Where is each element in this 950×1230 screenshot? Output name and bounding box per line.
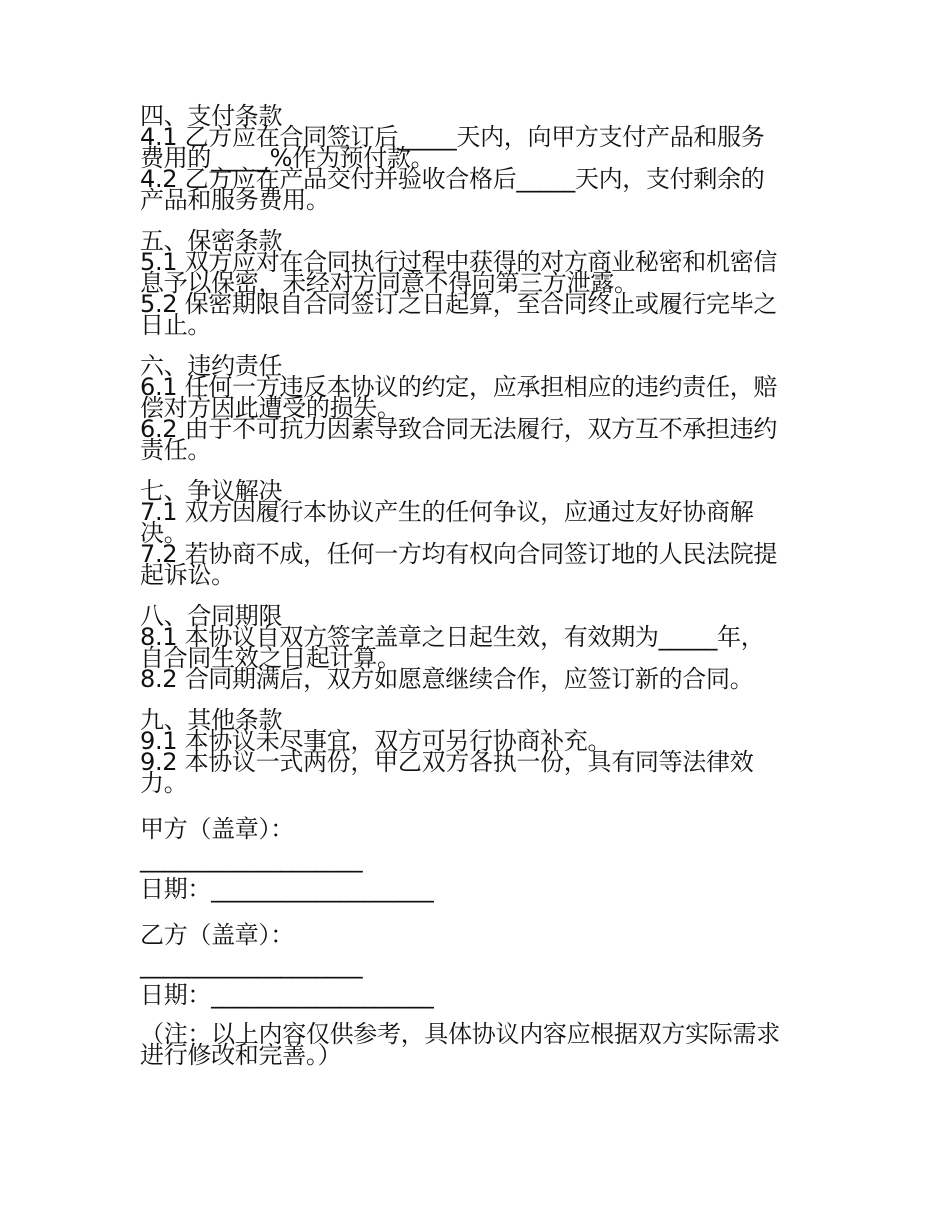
- party-a-seal-label: 甲方（盖章）：: [140, 815, 294, 843]
- clause-line: 9.1 本协议未尽事宜，双方可另行协商补充。: [140, 727, 612, 755]
- section-heading: 九、其他条款: [140, 706, 283, 734]
- clause-line: 息予以保密，未经对方同意不得向第三方泄露。: [140, 269, 638, 297]
- signature-party-b: [140, 920, 820, 1010]
- clause-line: 8.2 合同期满后，双方如愿意继续合作，应签订新的合同。: [140, 665, 754, 693]
- clause-line: 9.2 本协议一式两份，甲乙双方各执一份，具有同等法律效: [140, 748, 754, 776]
- clause-line: 力。: [140, 769, 188, 797]
- clause-line: 5.2 保密期限自合同签订之日起算，至合同终止或履行完毕之: [140, 290, 778, 318]
- clause-line: 费用的_____%作为预付款。: [140, 144, 435, 172]
- clause-line: 起诉讼。: [140, 561, 235, 589]
- section-term: [140, 602, 820, 693]
- section-heading: 七、争议解决: [140, 477, 283, 505]
- clause-line: 责任。: [140, 436, 212, 464]
- disclaimer-note: [140, 1020, 820, 1069]
- section-other: [140, 706, 820, 797]
- clause-line: 7.1 双方因履行本协议产生的任何争议，应通过友好协商解: [140, 498, 754, 526]
- section-heading: 八、合同期限: [140, 602, 283, 630]
- section-heading: 四、支付条款: [140, 102, 283, 130]
- clause-line: 4.2 乙方应在产品交付并验收合格后_____天内，支付剩余的: [140, 165, 765, 193]
- document-page: [140, 102, 820, 1069]
- clause-line: 决。: [140, 519, 188, 547]
- clause-line: 6.1 任何一方违反本协议的约定，应承担相应的违约责任，赔: [140, 373, 778, 401]
- section-confidentiality: [140, 227, 820, 339]
- party-b-date-line: 日期：___________________: [140, 981, 434, 1009]
- section-dispute: [140, 477, 820, 589]
- section-payment: [140, 102, 820, 214]
- clause-line: 偿对方因此遭受的损失。: [140, 394, 401, 422]
- clause-line: 日止。: [140, 311, 212, 339]
- section-heading: 六、违约责任: [140, 352, 283, 380]
- signature-party-a: [140, 814, 820, 904]
- note-line: （注：以上内容仅供参考，具体协议内容应根据双方实际需求: [140, 1020, 780, 1048]
- party-a-date-line: 日期：___________________: [140, 875, 434, 903]
- section-heading: 五、保密条款: [140, 227, 283, 255]
- clause-line: 5.1 双方应对在合同执行过程中获得的对方商业秘密和机密信: [140, 248, 778, 276]
- party-b-signature-blank: ___________________: [140, 951, 363, 979]
- clause-line: 产品和服务费用。: [140, 186, 330, 214]
- clause-line: 8.1 本协议自双方签字盖章之日起生效，有效期为_____年，: [140, 623, 765, 651]
- clause-line: 6.2 由于不可抗力因素导致合同无法履行，双方互不承担违约: [140, 415, 778, 443]
- note-line: 进行修改和完善。）: [140, 1041, 342, 1069]
- party-b-seal-label: 乙方（盖章）：: [140, 921, 294, 949]
- party-a-signature-blank: ___________________: [140, 845, 363, 873]
- section-liability: [140, 352, 820, 464]
- clause-line: 7.2 若协商不成，任何一方均有权向合同签订地的人民法院提: [140, 540, 778, 568]
- clause-line: 4.1 乙方应在合同签订后_____天内，向甲方支付产品和服务: [140, 123, 765, 151]
- clause-line: 自合同生效之日起计算。: [140, 644, 401, 672]
